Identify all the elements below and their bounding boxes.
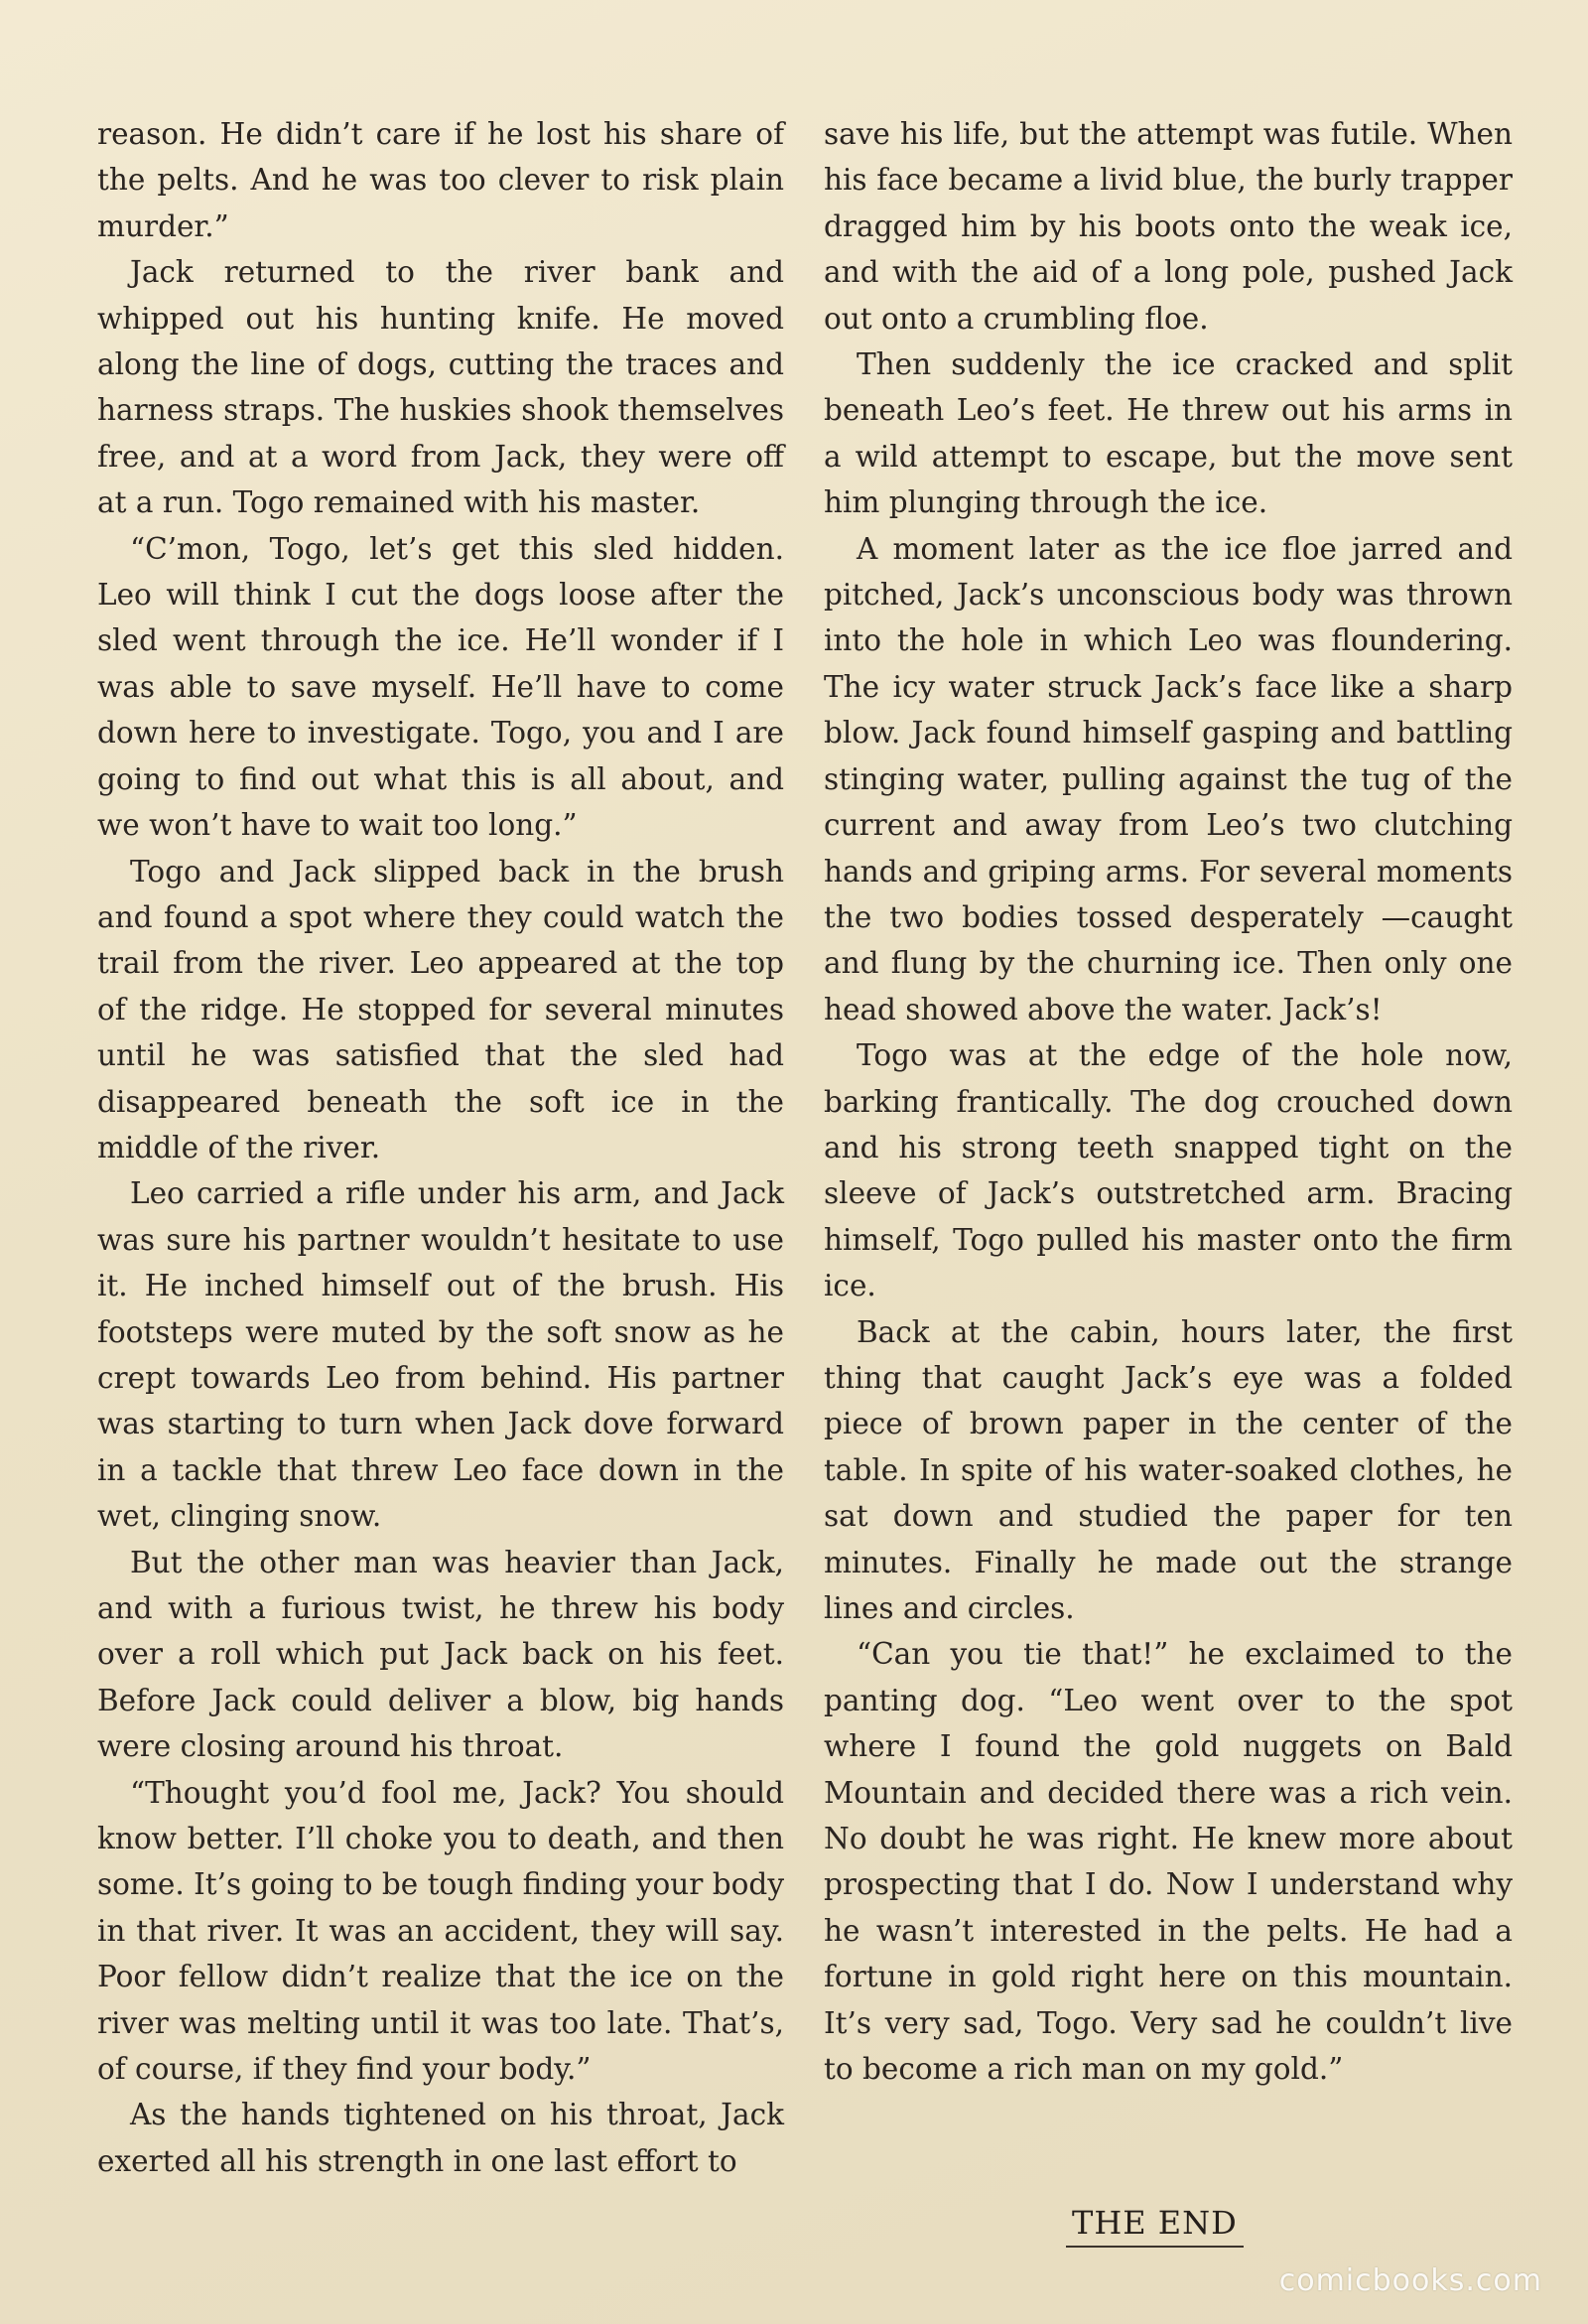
paragraph: reason. He didn’t care if he lost his share of the pelts. And he was too clever to risk plain murder.” [97, 117, 784, 243]
paragraph: save his life, but the attempt was futile. When his face became a livid blue, the burly trapper dragged him by his boots onto the weak ice, and with the aid of a long pole, pushed Jack out onto a crumbling floe. [824, 117, 1513, 336]
left-text-column [97, 111, 784, 2184]
paragraph: “C’mon, Togo, let’s get this sled hidden. Leo will think I cut the dogs loose after the sled went through the ice. He’ll wonder if I was able to save myself. He’ll have to come down here to investigate. Togo, you and I are going to find out what this is all about, and we won’t have to wait too long.” [97, 531, 784, 843]
site-watermark: comicbooks.com [1278, 2263, 1542, 2298]
paragraph: Jack returned to the river bank and whipped out his hunting knife. He moved along the line of dogs, cutting the traces and harness straps. The huskies shook themselves free, and at a word from Jack, they were off at a run. Togo remained with his master. [97, 255, 784, 520]
paragraph: Togo was at the edge of the hole now, barking frantically. The dog crouched down and his strong teeth snapped tight on the sleeve of Jack’s outstretched arm. Bracing himself, Togo pulled his master onto the firm ice. [824, 1038, 1513, 1303]
right-text-column [824, 111, 1513, 2092]
paragraph: But the other man was heavier than Jack, and with a furious twist, he threw his body over a roll which put Jack back on his feet. Before Jack could deliver a blow, big hands were closing around his throat. [97, 1545, 784, 1764]
paragraph: A moment later as the ice floe jarred and pitched, Jack’s unconscious body was thrown into the hole in which Leo was floundering. The icy water struck Jack’s face like a sharp blow. Jack found himself gasping and battling stinging water, pulling against the tug of the current and away from Leo’s two clutching hands and griping arms. For several moments the two bodies tossed desperately —caught and flung by the churning ice. Then only one head showed above the water. Jack’s! [824, 531, 1513, 1026]
paragraph: Back at the cabin, hours later, the first thing that caught Jack’s eye was a folded piece of brown paper in the center of the table. In spite of his water-soaked clothes, he sat down and studied the paper for ten minutes. Finally he made out the strange lines and circles. [824, 1314, 1513, 1625]
paragraph: Leo carried a rifle under his arm, and Jack was sure his partner wouldn’t hesitate to use it. He inched himself out of the brush. His footsteps were muted by the soft snow as he crept towards Leo from behind. His partner was starting to turn when Jack dove forward in a tackle that threw Leo face down in the wet, clinging snow. [97, 1176, 784, 1534]
paragraph: As the hands tightened on his throat, Jack exerted all his strength in one last effort to [97, 2098, 784, 2178]
paragraph: Togo and Jack slipped back in the brush and found a spot where they could watch the trail from the river. Leo appeared at the top of the ridge. He stopped for several minutes until he was satisfied that the sled had disappeared beneath the soft ice in the middle of the river. [97, 854, 784, 1164]
paragraph: “Can you tie that!” he exclaimed to the panting dog. “Leo went over to the spot where I found the gold nuggets on Bald Mountain and decided there was a rich vein. No doubt he was right. He knew more about prospecting that I do. Now I understand why he wasn’t interested in the pelts. He had a fortune in gold right here on this mountain. It’s very sad, Togo. Very sad he couldn’t live to become a rich man on my gold.” [824, 1637, 1513, 2087]
paragraph: Then suddenly the ice cracked and split beneath Leo’s feet. He threw out his arms in a wild attempt to escape, but the move sent him plunging through the ice. [824, 347, 1513, 520]
paragraph: “Thought you’d fool me, Jack? You should know better. I’ll choke you to death, and then some. It’s going to be tough finding your body in that river. It was an accident, they will say. Poor fellow didn’t realize that the ice on the river was melting until it was too late. That’s, of course, if they find your body.” [97, 1775, 784, 2087]
the-end-label: THE END [1066, 2204, 1244, 2248]
